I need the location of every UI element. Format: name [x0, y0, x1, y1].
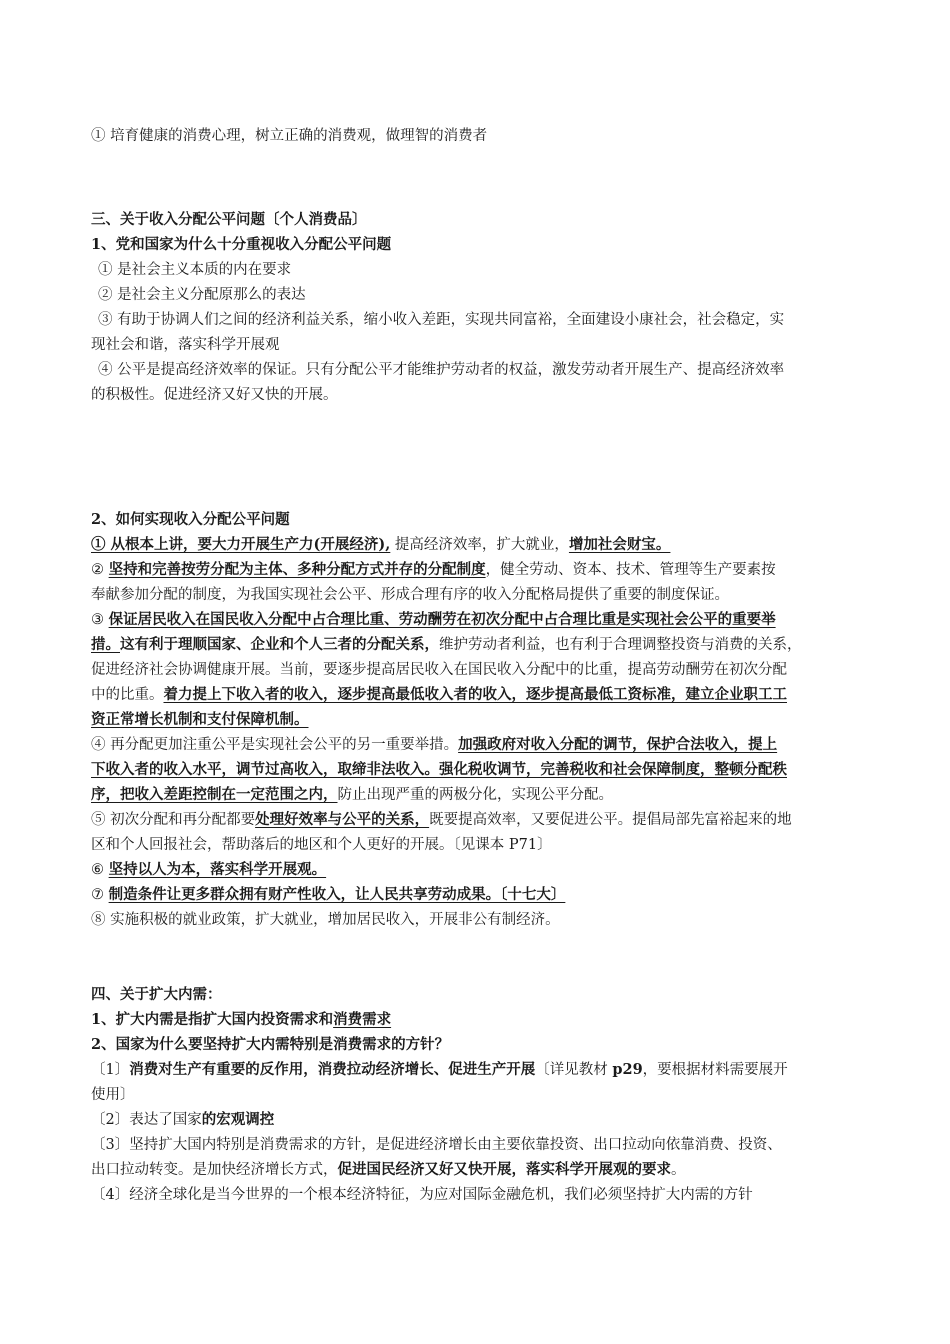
- section4-answer-4: 〔4〕经济全球化是当今世界的一个根本经济特征，为应对国际金融危机，我们必须坚持扩大内需的方针: [91, 1187, 753, 1203]
- intro-item-1: ① 培育健康的消费心理，树立正确的消费观，做理智的消费者: [91, 128, 488, 144]
- answer2-bold: 的宏观调控: [201, 1111, 275, 1128]
- point3-line4-emphasis: 着力提上下收入者的收入，逐步提高最低收入者的收入，逐步提高最低工资标准，建立企业职工工: [163, 686, 787, 703]
- section4-answer-2: [91, 1108, 871, 1132]
- section3-q2-point-4-line2: 下收入者的收入水平，调节过高收入，取缔非法收入。强化税收调节，完善税收和社会保障制度，整顿分配秩: [91, 761, 787, 778]
- point2-emphasis: 坚持和完善按劳分配为主体、多种分配方式并存的分配制度: [108, 561, 486, 578]
- section3-q2-point-3: [91, 608, 871, 632]
- point1-emphasis: ① 从根本上讲，要大力开展生产力(开展经济),: [91, 536, 391, 553]
- section3-q1-answer-2: ② 是社会主义分配原那么的表达: [98, 287, 306, 303]
- section4-q1-emphasis: 消费需求: [333, 1011, 392, 1028]
- point3-bold: 这有利于理顺国家、企业和个人三者的分配关系，: [120, 636, 439, 653]
- point4-line3-emphasis: 序，把收入差距控制在一定范围之内，: [91, 786, 338, 803]
- section4-heading: 四、关于扩大内需：: [91, 986, 222, 1003]
- answer1-ref: 〔详见教材: [535, 1062, 613, 1078]
- point5-text-a: ⑤ 初次分配和再分配都要: [91, 812, 256, 828]
- section3-q2-point-4: [91, 733, 871, 757]
- section3-q1-answer-1: ① 是社会主义本质的内在要求: [98, 262, 292, 278]
- point6-number: ⑥: [91, 862, 109, 878]
- point4-emphasis: 加强政府对收入分配的调节，保护合法收入，提上: [458, 736, 778, 753]
- answer3-bold: 促进国民经济又好又快开展，落实科学开展观的要求: [337, 1161, 671, 1178]
- section4-q1-text: 1、扩大内需是指扩大国内投资需求和: [91, 1011, 334, 1028]
- section3-q1-answer-4-line2: 的积极性。促进经济又好又快的开展。: [91, 387, 338, 403]
- point2-number: ②: [91, 562, 109, 578]
- point7-number: ⑦: [91, 887, 109, 903]
- section3-q2-point-3-line3: 促进经济社会协调健康开展。当前，要逐步提高居民收入在国民收入分配中的比重，提高劳动酬劳在初次分配: [91, 662, 787, 678]
- section4-q1: [91, 1008, 871, 1032]
- answer1-number: 〔1〕: [91, 1062, 130, 1078]
- section3-heading: 三、关于收入分配公平问题〔个人消费品〕: [91, 211, 367, 228]
- section3-q2-point-8: ⑧ 实施积极的就业政策，扩大就业，增加居民收入，开展非公有制经济。: [91, 912, 560, 928]
- section3-q1-answer-3-line2: 现社会和谐，落实科学开展观: [91, 337, 280, 353]
- section3-q2-point-5-line2: 区和个人回报社会，帮助落后的地区和个人更好的开展。〔见课本 P71〕: [91, 837, 552, 853]
- answer2-text: 〔2〕表达了国家: [91, 1112, 202, 1128]
- point5-emphasis: 处理好效率与公平的关系，: [255, 811, 430, 828]
- section3-q2-point-4-line3: [91, 783, 871, 807]
- section4-answer-3-line2: [91, 1158, 871, 1182]
- point5-text-b: 既要提高效率，又要促进公平。提倡局部先富裕起来的地: [429, 812, 792, 828]
- point3-emphasis-end: 措。: [91, 636, 120, 653]
- section3-q2-point-2-line2: 奉献参加分配的制度，为我国实现社会公平、形成合理有序的收入分配格局提供了重要的制度保证。: [91, 587, 729, 603]
- point6-emphasis: 坚持以人为本，落实科学开展观。: [108, 861, 327, 878]
- section4-q2: 2、国家为什么要坚持扩大内需特别是消费需求的方针？: [91, 1036, 450, 1053]
- section3-q1-title: 1、党和国家为什么十分重视收入分配公平问题: [91, 236, 392, 253]
- point3-emphasis: 保证居民收入在国民收入分配中占合理比重、劳动酬劳在初次分配中占合理比重是实现社会公平的重要举: [108, 611, 776, 628]
- section3-q2-point-5: [91, 808, 871, 832]
- answer1-tail: ，要根据材料需要展开: [642, 1062, 788, 1078]
- section3-q2-point-6: [91, 858, 871, 882]
- answer3-end: 。: [671, 1162, 686, 1178]
- point4-text: ④ 再分配更加注重公平是实现社会公平的另一重要举措。: [91, 737, 459, 753]
- section3-q2-point-3-line2: [91, 633, 871, 657]
- section3-q2-point-7: [91, 883, 871, 907]
- section3-q2-title: 2、如何实现收入分配公平问题: [91, 511, 290, 528]
- point7-emphasis: 制造条件让更多群众拥有财产性收入，让人民共享劳动成果。〔十七大〕: [108, 886, 566, 903]
- answer1-page: p29: [612, 1061, 643, 1078]
- section3-q1-answer-3-line1: ③ 有助于协调人们之间的经济利益关系，缩小收入差距，实现共同富裕，全面建设小康社会，社会稳定，实: [98, 312, 785, 328]
- section3-q2-point-1: [91, 533, 871, 557]
- point3-text: 维护劳动者利益，也有利于合理调整投资与消费的关系，: [439, 637, 802, 653]
- section4-answer-1-line2: 使用〕: [91, 1087, 135, 1103]
- section4-answer-3: 〔3〕坚持扩大国内特别是消费需求的方针，是促进经济增长由主要依靠投资、出口拉动向依靠消费、投资、: [91, 1137, 782, 1153]
- point3-line4-text: 中的比重。: [91, 687, 164, 703]
- section3-q2-point-3-line4: [91, 683, 871, 707]
- section4-answer-1: [91, 1058, 871, 1082]
- section3-q2-point-2: [91, 558, 871, 582]
- point1-text: 提高经济效率，扩大就业，: [390, 537, 569, 553]
- section3-q2-point-3-line5: 资正常增长机制和支付保障机制。: [91, 711, 309, 728]
- point3-number: ③: [91, 612, 109, 628]
- point4-line3-text: 防止出现严重的两极分化，实现公平分配。: [337, 787, 613, 803]
- point1-emphasis-2: 增加社会财宝。: [568, 536, 671, 553]
- section3-q1-answer-4-line1: ④ 公平是提高经济效率的保证。只有分配公平才能维护劳动者的权益，激发劳动者开展生产、提高经济效率: [98, 362, 785, 378]
- answer3-text: 出口拉动转变。是加快经济增长方式，: [91, 1162, 338, 1178]
- point2-text: ，健全劳动、资本、技术、管理等生产要素按: [485, 562, 776, 578]
- answer1-bold: 消费对生产有重要的反作用，消费拉动经济增长、促进生产开展: [129, 1061, 536, 1078]
